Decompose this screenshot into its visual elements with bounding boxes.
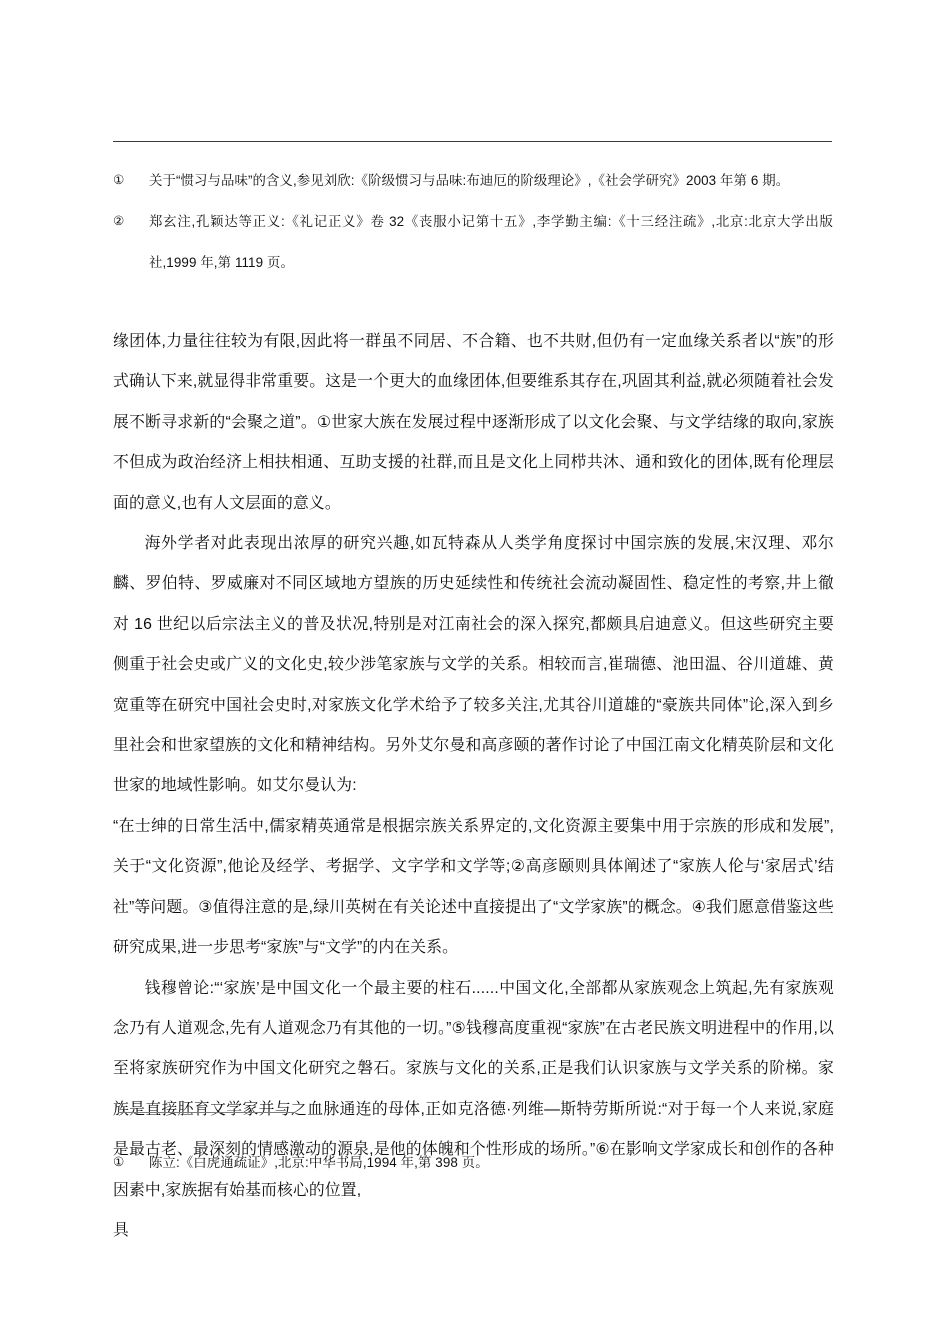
- body-paragraph-4: 钱穆曾论:“‘家族’是中国文化一个最主要的柱石......中国文化,全部都从家族观念上筑起,先有家族观念乃有人道观念,先有人道观念乃有其他的一切。”⑤钱穆高度重视“家族”在古老民族文明进程中的作用,以至将家族研究作为中国文化研究之磐石。家族与文化的关系,正是我们认识家族与文学关系的阶梯。家族是直接胚育文学家并与之血脉通连的母体,正如克洛德·列维—斯特劳斯所说:“对于每一个人来说,家庭是最古老、最深刻的情感激动的源泉,是他的体魄和个性形成的场所。”⑥在影响文学家成长和创作的各种因素中,家族据有始基而核心的位置,: [113, 979, 834, 1199]
- footnote-block-top: [113, 160, 833, 283]
- footnote-item: [113, 160, 833, 201]
- footnote-marker-circled-2: ②: [113, 214, 125, 228]
- body-tail-fragment: 具: [113, 1221, 129, 1239]
- body-paragraph-2: 海外学者对此表现出浓厚的研究兴趣,如瓦特森从人类学角度探讨中国宗族的发展,宋汉理、邓尔麟、罗伯特、罗威廉对不同区域地方望族的历史延续性和传统社会流动凝固性、稳定性的考察,井上徹对 16 世纪以后宗法主义的普及状况,特别是对江南社会的深入探究,都颇具启迪意义。但这些研究主要侧重于社会史或广义的文化史,较少涉笔家族与文学的关系。相较而言,崔瑞德、池田温、谷川道雄、黄宽重等在研究中国社会史时,对家族文化学术给予了较多关注,尤其谷川道雄的“豪族共同体”论,深入到乡里社会和世家望族的文化和精神结构。另外艾尔曼和高彦颐的著作讨论了中国江南文化精英阶层和文化世家的地域性影响。如艾尔曼认为:: [113, 535, 834, 795]
- footnote-marker-circled-1: ①: [113, 173, 125, 187]
- footnote-item: [113, 1142, 833, 1183]
- body-paragraph-3: “在士绅的日常生活中,儒家精英通常是根据宗族关系界定的,文化资源主要集中用于宗族的形成和发展”,关于“文化资源”,他论及经学、考据学、文字学和文学等;②高彦颐则具体阐述了“家族人伦与‘家居式’结社”等问题。③值得注意的是,绿川英树在有关论述中直接提出了“文学家族”的概念。④我们愿意借鉴这些研究成果,进一步思考“家族”与“文学”的内在关系。: [113, 817, 834, 957]
- footnote-text: 关于“惯习与品味”的含义,参见刘欣:《阶级惯习与品味:布迪厄的阶级理论》,《社会学研究》2003 年第 6 期。: [149, 173, 790, 188]
- footnote-separator-rule-bottom: [118, 1112, 294, 1113]
- footnote-text: 郑玄注,孔颖达等正义:《礼记正义》卷 32《丧服小记第十五》,李学勤主编:《十三经注疏》,北京:北京大学出版社,1999 年,第 1119 页。: [149, 214, 833, 270]
- body-paragraph-1: 缘团体,力量往往较为有限,因此将一群虽不同居、不合籍、也不共财,但仍有一定血缘关系者以“族”的形式确认下来,就显得非常重要。这是一个更大的血缘团体,但要维系其存在,巩固其利益,就必须随着社会发展不断寻求新的“会聚之道”。①世家大族在发展过程中逐渐形成了以文化会聚、与文学结缘的取向,家族不但成为政治经济上相扶相通、互助支援的社群,而且是文化上同栉共沐、通和致化的团体,既有伦理层面的意义,也有人文层面的意义。: [113, 333, 834, 512]
- footnote-marker-circled-1: ①: [113, 1155, 125, 1169]
- footnote-item: [113, 201, 833, 283]
- footnote-separator-rule-top: [113, 141, 832, 142]
- footnote-text: 陈立:《白虎通疏证》,北京:中华书局,1994 年,第 398 页。: [149, 1155, 489, 1170]
- footnote-block-bottom: [113, 1142, 833, 1183]
